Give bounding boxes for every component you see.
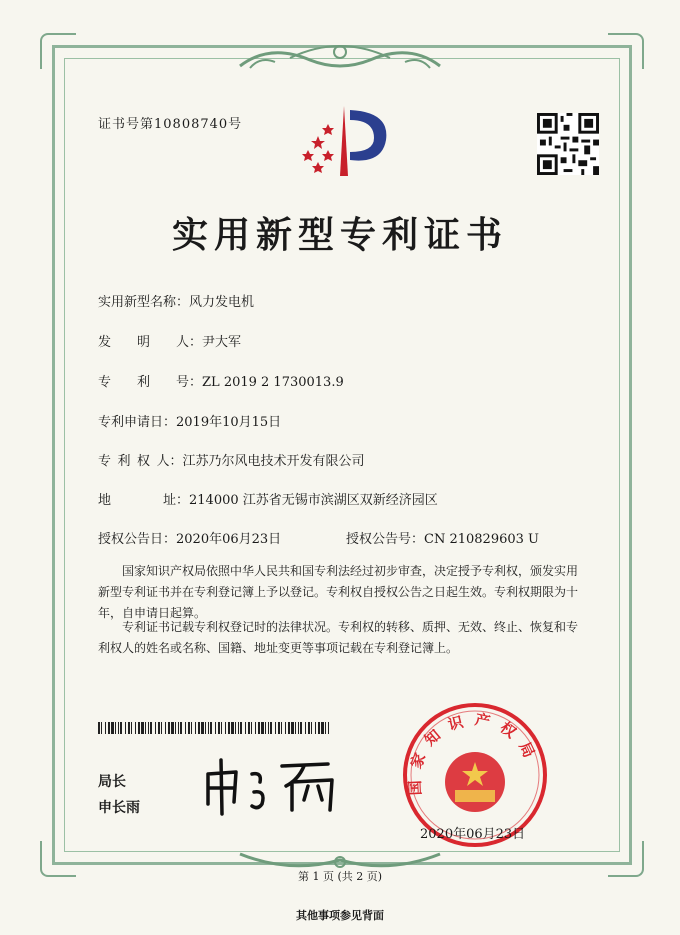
barcode-bar [131, 722, 132, 734]
barcode-bar [101, 722, 102, 734]
field-value: 江苏乃尔风电技术开发有限公司 [182, 454, 365, 469]
barcode-bar [318, 722, 320, 734]
barcode-bar [205, 722, 206, 734]
qr-code [537, 113, 599, 175]
barcode-bar [238, 722, 239, 734]
barcode-bar [178, 722, 179, 734]
director-signature [200, 752, 350, 822]
barcode-bar [185, 722, 186, 734]
field-value: 尹大军 [202, 335, 242, 350]
barcode-bar [278, 722, 280, 734]
field-value: 风力发电机 [189, 295, 255, 310]
barcode-bar [195, 722, 196, 734]
barcode-bar [105, 722, 106, 734]
field-label: 发 明 人： [98, 335, 203, 350]
barcode-bar [300, 722, 302, 734]
barcode-bar [180, 722, 182, 734]
field-label: 授权公告日： [98, 532, 177, 547]
barcode-bar [270, 722, 272, 734]
barcode-bar [191, 722, 192, 734]
certificate-title: 实用新型专利证书 [171, 214, 508, 256]
field-value: CN 210829603 U [424, 532, 539, 547]
barcode-bar [248, 722, 250, 734]
barcode-bar [135, 722, 136, 734]
director-title: 局长 [98, 774, 126, 790]
field-label: 专利申请日： [98, 415, 177, 430]
barcode-bar [225, 722, 226, 734]
barcode-bar [221, 722, 222, 734]
barcode-bar [245, 722, 246, 734]
paragraph-line: 国家知识产权局依照中华人民共和国专利法经过初步审查，决定授予专利权，颁发实用 [122, 564, 579, 578]
field-inventor [98, 331, 241, 350]
barcode-bar [125, 722, 126, 734]
barcode-bar [98, 722, 100, 734]
barcode-bar [218, 722, 220, 734]
seal-date: 2020年06月23日 [420, 827, 526, 842]
barcode-bar [201, 722, 204, 734]
barcode-bar [281, 722, 282, 734]
barcode-bar [215, 722, 216, 734]
barcode-bar [265, 722, 266, 734]
paragraph-line: 专利证书记载专利权登记时的法律状况。专利权的转移、质押、无效、终止、恢复和专 [122, 620, 579, 634]
barcode-bar [118, 722, 119, 734]
barcode-bar [305, 722, 306, 734]
paragraph-grant-statement [98, 561, 598, 624]
barcode-bar [295, 722, 296, 734]
barcode-bar [235, 722, 236, 734]
barcode-bar [311, 722, 312, 734]
barcode-bar [165, 722, 166, 734]
field-application-date [98, 411, 281, 430]
paragraph-line: 新型专利证书并在专利登记簿上予以登记。专利权自授权公告之日起生效。专利权期限为十 [98, 585, 579, 599]
barcode-bar [150, 722, 152, 734]
field-grant-announcement-number [346, 528, 539, 547]
corner-ornament-top-right [608, 33, 644, 69]
field-grant-announcement-date [98, 528, 281, 547]
barcode-bar [155, 722, 156, 734]
field-label: 授权公告号： [346, 532, 425, 547]
barcode-bar [108, 722, 110, 734]
barcode-bar [291, 722, 294, 734]
barcode-bar [168, 722, 170, 734]
barcode-bar [210, 722, 212, 734]
barcode-bar [268, 722, 269, 734]
barcode-bar [120, 722, 122, 734]
field-value: 214000 江苏省无锡市滨湖区双新经济园区 [189, 493, 438, 508]
patent-office-logo [298, 102, 390, 180]
barcode-bar [308, 722, 310, 734]
barcode-bar [138, 722, 140, 734]
corner-ornament-top-left [40, 33, 76, 69]
field-label: 实用新型名称： [98, 295, 190, 310]
field-utility-model-name [98, 291, 254, 310]
barcode-bar [161, 722, 162, 734]
field-label: 地 址： [98, 493, 190, 508]
barcode-bar [240, 722, 242, 734]
barcode-bar [148, 722, 149, 734]
barcode-bar [208, 722, 209, 734]
field-label: 专 利 权 人： [98, 454, 183, 469]
page-number: 第 1 页 (共 2 页) [297, 870, 383, 883]
barcode-bar [298, 722, 299, 734]
barcode-bar [171, 722, 174, 734]
barcode-bar [128, 722, 130, 734]
barcode-bar [315, 722, 316, 734]
barcode-bar [198, 722, 200, 734]
barcode-bar [261, 722, 264, 734]
barcode-bar [111, 722, 114, 734]
field-patentee [98, 450, 365, 469]
barcode-bar [188, 722, 190, 734]
paragraph-legal-status [98, 617, 598, 659]
certificate-number: 证书号第10808740号 [98, 117, 243, 132]
field-patent-number [98, 371, 344, 390]
field-value: 2020年06月23日 [176, 532, 282, 547]
field-value: 2019年10月15日 [176, 415, 282, 430]
seal-text: 国家知识产权局 [405, 710, 543, 796]
barcode-bar [285, 722, 286, 734]
barcode [98, 722, 330, 734]
barcode-bar [115, 722, 116, 734]
barcode-bar [255, 722, 256, 734]
barcode-bar [288, 722, 290, 734]
barcode-bar [158, 722, 160, 734]
barcode-bar [231, 722, 234, 734]
barcode-bar [251, 722, 252, 734]
barcode-bar [175, 722, 176, 734]
field-address [98, 489, 438, 508]
barcode-bar [145, 722, 146, 734]
barcode-bar [275, 722, 276, 734]
paragraph-line: 利权人的姓名或名称、国籍、地址变更等事项记载在专利登记簿上。 [98, 641, 459, 655]
paragraph-line: 年，自申请日起算。 [98, 606, 207, 620]
barcode-bar [328, 722, 329, 734]
field-value: ZL 2019 2 1730013.9 [202, 375, 344, 390]
footer-note: 其他事项参见背面 [296, 909, 384, 922]
barcode-bar [228, 722, 230, 734]
top-floral-ornament [230, 38, 450, 78]
field-label: 专 利 号： [98, 375, 203, 390]
barcode-bar [321, 722, 324, 734]
barcode-bar [141, 722, 144, 734]
director-name: 申长雨 [98, 800, 140, 816]
barcode-bar [258, 722, 260, 734]
barcode-bar [325, 722, 326, 734]
